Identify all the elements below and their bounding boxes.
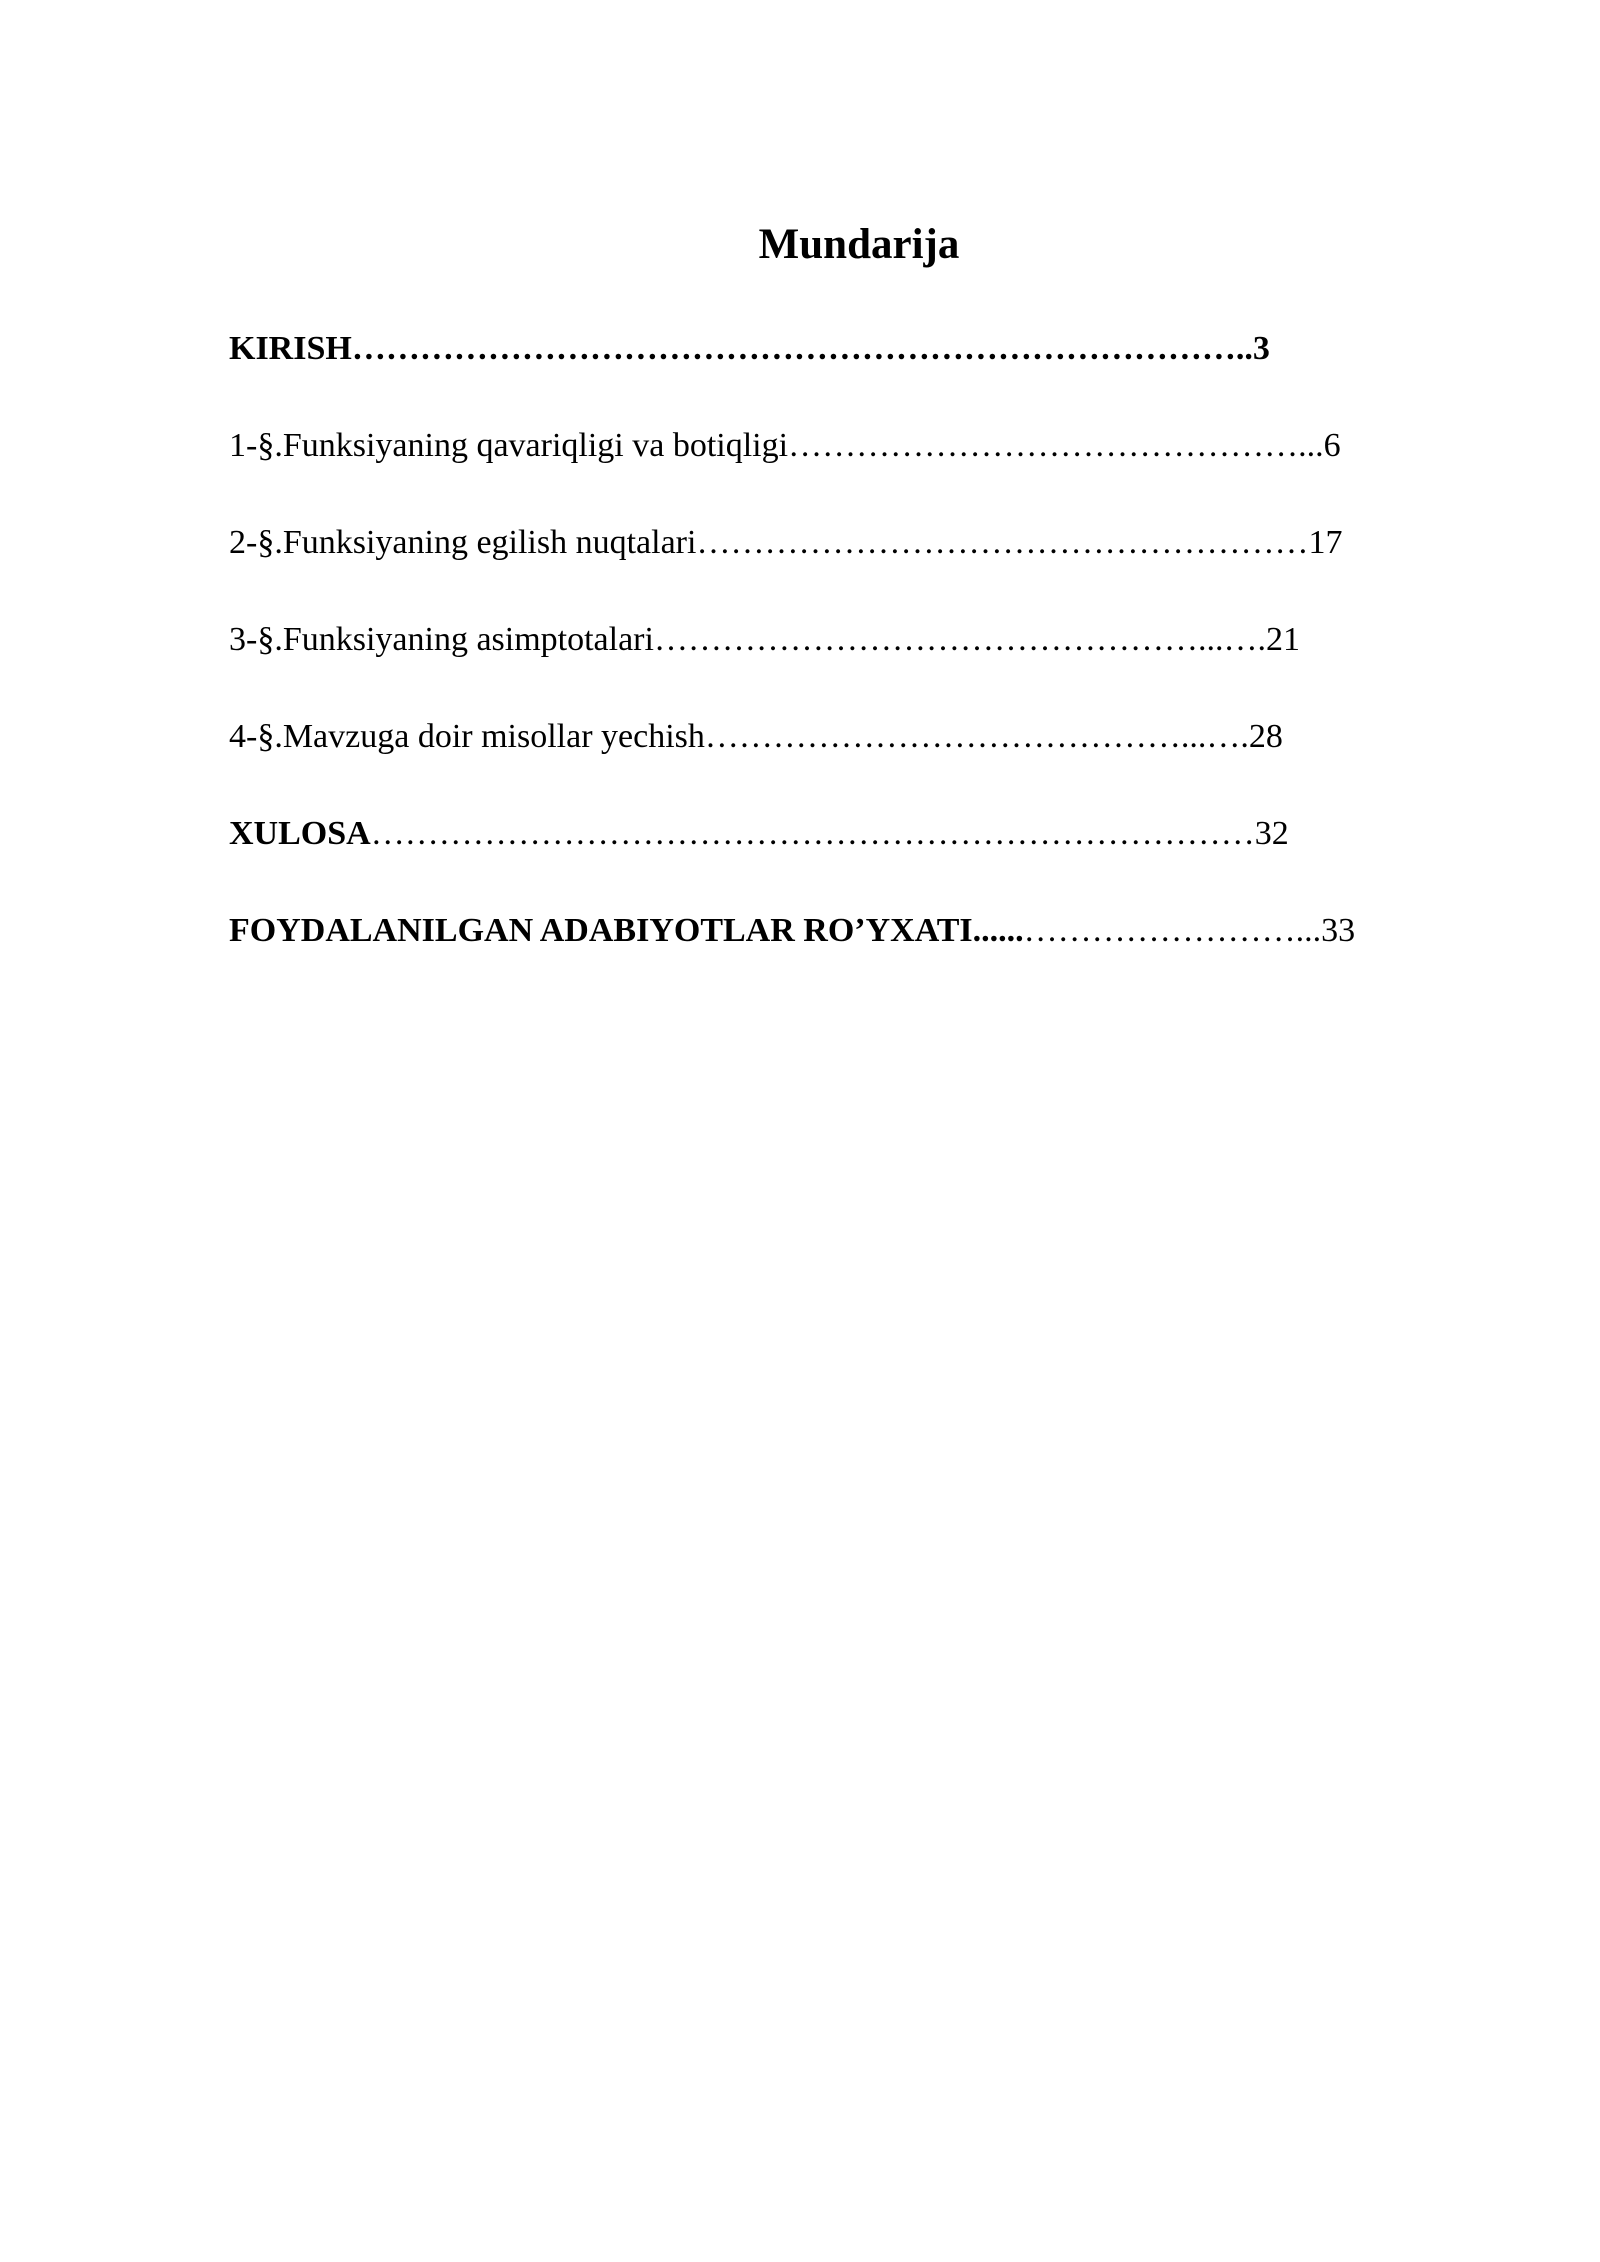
toc-entry-title: FOYDALANILGAN ADABIYOTLAR RO’YXATI (229, 912, 973, 949)
toc-entry-title: 4-§.Mavzuga doir misollar yechish (229, 718, 705, 755)
toc-entry-page: 21 (1265, 621, 1300, 658)
toc-entry-title: 3-§.Funksiyaning asimptotalari (229, 621, 654, 658)
toc-entry-section-1[interactable] (229, 426, 1341, 466)
page-title: Mundarija (758, 221, 960, 268)
toc-entry-page: 17 (1308, 524, 1343, 561)
toc-entry-leader: ……………………... (1023, 912, 1322, 949)
toc-entry-leader-bold: ...... (972, 912, 1024, 949)
toc-entry-section-4[interactable] (229, 717, 1283, 757)
toc-entry-section-2[interactable] (229, 523, 1342, 563)
toc-entry-section-3[interactable] (229, 620, 1300, 660)
toc-entry-page: 32 (1254, 815, 1289, 852)
toc-entry-leader: …………………………………………………………………… (370, 815, 1255, 852)
toc-entry-kirish[interactable] (229, 329, 1270, 369)
toc-entry-page: 3 (1252, 330, 1270, 367)
toc-entry-page: 33 (1321, 912, 1356, 949)
toc-entry-title: KIRISH (229, 330, 352, 367)
toc-entry-leader: ……………………………………...…. (704, 718, 1249, 755)
toc-entry-title: 2-§.Funksiyaning egilish nuqtalari (229, 524, 697, 561)
toc-entry-references[interactable] (229, 911, 1355, 951)
toc-entry-page: 28 (1248, 718, 1283, 755)
toc-entry-leader: ………………………………………... (788, 427, 1324, 464)
toc-entry-leader: ……………………………………………… (696, 524, 1309, 561)
toc-entry-xulosa[interactable] (229, 814, 1289, 854)
toc-entry-title: XULOSA (229, 815, 371, 852)
toc-entry-title: 1-§.Funksiyaning qavariqligi va botiqligi (229, 427, 789, 464)
toc-entry-page: 6 (1323, 427, 1341, 464)
toc-entry-leader: …………………………………………...…. (653, 621, 1266, 658)
toc-entry-leader: …………………………………………………………………….. (351, 330, 1253, 367)
